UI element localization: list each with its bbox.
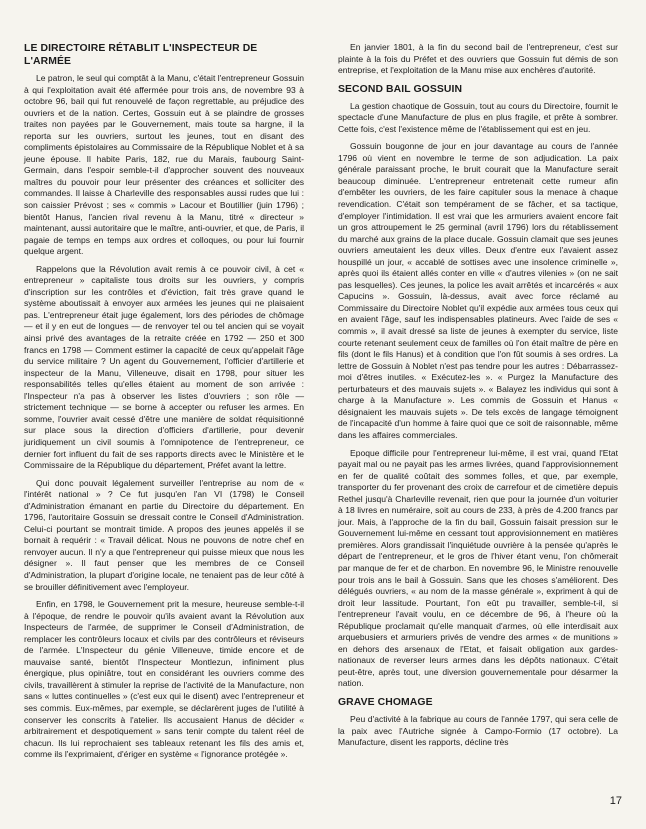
paragraph: La gestion chaotique de Gossuin, tout au cours du Directoire, fournit le spectacle d'une Manufacture de plus en plus fragile, et prête à sombrer. Cette fois, c'est l'existence même de l'établissement qui est en jeu. — [338, 100, 618, 134]
section-heading-second-bail: SECOND BAIL GOSSUIN — [338, 83, 463, 95]
section-heading-grave-chomage: GRAVE CHOMAGE — [338, 696, 433, 708]
section-heading-directoire: LE DIRECTOIRE RÉTABLIT L'INSPECTEUR DE L'ARMÉE — [24, 43, 258, 67]
left-column — [24, 42, 304, 767]
right-column — [338, 42, 618, 755]
paragraph: Le patron, le seul qui comptât à la Manu, c'était l'entrepreneur Gossuin à qui l'exploitation avait été affermée pour trois ans, de novembre 93 à octobre 96, bail qui fut renouvelé de façon regrettable, au préjudice des ouvriers et de la nation. Certes, Gossuin eut à se plaindre de grosses traites non payées par le Gouvernement, mais toute sa hargne, il la reporta sur les ouvriers, surtout les jeunes, tout en disant des compliments épistolaires au Commissaire de la République Noblet et à sa jeune épouse. Il habite Paris, 182, rue du Marais, faubourg Saint-Germain, dans l'espoir semble-t-il d'approcher souvent des nouveaux maîtres du pouvoir pour leur présenter des créances et solliciter des commandes. Il laisse à Charleville des responsables aussi rudes que lui : son caissier Prévost ; ses « commis » Lacour et Boutillier (juin 1796) ; bientôt Hanus, l'ancien rival revenu à la Manu, titré « directeur » maintenant, aussi autoritaire que le maître, anti-ouvrier, et que, de Paris, il pagaie de temps en temps aux ordres et colloques, ou pour lui fournir quelque argent. — [24, 73, 304, 257]
page-number: 17 — [609, 795, 622, 807]
paragraph: Enfin, en 1798, le Gouvernement prit la mesure, heureuse semble-t-il à l'époque, de rendre le pouvoir qu'ils avaient avant la Révolution aux Inspecteurs de l'armée, de supprimer le Conseil d'Administration, de remplacer les contrôleurs locaux et civils par des contrôleurs et réviseurs de l'armée. L'Inspecteur du génie Villeneuve, timide encore et de mauvaise santé, bientôt l'Inspecteur Montlezun, infiniment plus énergique, plus opiniâtre, tout en considérant les ouvriers comme des civils, travaillèrent à stimuler la reprise de l'activité de la Manufacture, non sans « luttes continuelles » (c'est eux qui le disent) avec l'entrepreneur et ses commis. Eux-mêmes, par exemple, se déclarèrent juges de l'utilité à conserver les conscrits à l'atelier. Ils accusaient Hanus de décider « arbitrairement et despotiquement » sans tenir compte du talent réel de chacun. Ils lui reprochaient ses tableaux retenant les fils des amis et, comme ils l'exprimaient, d'ériger en système « l'ignorance protégée ». — [24, 599, 304, 760]
paragraph: Rappelons que la Révolution avait remis à ce pouvoir civil, à cet « entrepreneur » capitaliste tous droits sur les ouvriers, y compris d'inscription sur les contrôles et d'éviction, fait très grave quand le système aboutissait à envoyer aux armées les jeunes qui ne plaisaient pas. L'entrepreneur était juge également, lors des périodes de chômage — et il y en eut de longues — de renvoyer tel ou tel ancien qui se voyait ainsi privé des avantages de la retraite créée en 1792 — 250 et 300 francs en 1798 — Comment estimer la capacité de ceux qu'appelait l'âge du service militaire ? Un agent du Gouvernement, l'officier d'artillerie et inspecteur de la Manu, Villeneuve, disait en 1798, pour situer les responsabilités telles qu'elles étaient au moment de son arrivée : l'Inspecteur n'a pas à observer les listes d'ouvriers ; son rôle — strictement technique — se borne à accepter ou refuser les armes. En somme, l'ouvrier avait cessé d'être une manière de soldat réquisitionné sur place sous la direction d'officiers d'artillerie, pour devenir juridiquement un civil soumis à l'omnipotence de l'entrepreneur, ce dernier fort influent du fait de ses rapports directs avec le Ministère et le Commissaire de la République du département, Préfet avant la lettre. — [24, 263, 304, 471]
paragraph: Qui donc pouvait légalement surveiller l'entreprise au nom de « l'intérêt national » ? Ce fut jusqu'en l'an VI (1798) le Conseil d'Administration émanant en partie du Directoire du département. En 1796, l'autoritaire Gossuin se dressait contre le Conseil d'Administration. Celui-ci pourtant se montrait timide. A propos des jeunes appelés il se bornait à requérir : « Travail délicat. Nous ne pouvons de notre chef en renvoyer aucun. Il n'y a que l'entrepreneur qui puisse mieux que nous les désigner ». Il faut penser que les membres de ce Conseil d'Administration, la plupart d'origine locale, ne tenaient pas de leur côté à se brouiller définitivement avec l'employeur. — [24, 477, 304, 592]
paragraph: Epoque difficile pour l'entrepreneur lui-même, il est vrai, quand l'Etat payait mal ou ne payait pas les armes livrées, quand l'approvisionnement en fer de qualité coûtait des sommes folles, et que, par exemple, transporter du fer provenant des croix de carrefour et de cimetière depuis Rethel jusqu'à Charleville revenait, rien que pour la journée d'un voiturier à 18 livres en numéraire, soit au cours de 233, à près de 4.200 francs par jour. Mais, à l'approche de la fin du bail, Gossuin faisait pression sur le Gouvernement lui-même en cessant tout approvisionnement en matières premières. Alors grandissait l'inquiétude ouvrière à la pensée qu'après le départ de l'entrepreneur, et le gros de l'hiver étant venu, l'on chômerait par manque de fer et de charbon. En novembre 96, le Ministre renouvelle pour trois ans le bail à Gossuin. Sans que les choses s'améliorent. Des délégués ouvriers, « au nom de la masse générale », expriment à qui de droit leur lassitude. Pourtant, l'on eût pu travailler, semble-t-il, si l'entrepreneur l'avait voulu, en ce décembre de 96, à l'heure où la République proclamait qu'elle manquait d'armes, où elle interdisait aux arquebusiers et armuriers privés de vendre des armes « de munitions » en dehors des arsenaux de l'Etat, et faisait obligation aux gardes-nationaux de reverser leurs armes dans les dépôts nationaux. C'était peut-être, après tout, une diversion gouvernementale pour désarmer la nation. — [338, 447, 618, 689]
paragraph: En janvier 1801, à la fin du second bail de l'entrepreneur, c'est sur plainte à la fois du Préfet et des ouvriers que Gossuin fut démis de son entreprise, et l'exploitation de la Manu mise aux enchères d'autorité. — [338, 42, 618, 76]
paragraph: Peu d'activité à la fabrique au cours de l'année 1797, qui sera celle de la paix avec l'Autriche signée à Campo-Formio (17 octobre). La Manufacture, disent les rapports, décline très — [338, 713, 618, 748]
paragraph: Gossuin bougonne de jour en jour davantage au cours de l'année 1796 où vient en novembre le terme de son adjudication. La paix générale paraissant proche, le bruit courait que la Manufacture serait beaucoup diminuée. L'entrepreneur entretenait cette rumeur afin d'embêter les ouvriers, de les faire capituler sous la menace à chaque revendication. C'était son tempérament de se fâcher, et sa tactique, d'employer l'intimidation. Il est vrai que les armuriers avaient encore fait un gros attroupement le 25 germinal (avril 1796) lors du rétablissement du marché aux grains de la place ducale. Gossuin clamait que ses jeunes ouvriers ameutaient les deux villes. Deux d'entre eux l'avaient assez houspillé un jour, « accablé de sottises avec une insolence criminelle », après quoi ils étaient allés conter en ville « d'autres vilenies » (on ne sait pas lesquelles). Ces jeunes, la police les avait arrêtés et incarcérés « aux Capucins ». Gossuin, là-dessus, avait avec force réclamé au Commissaire du Directoire Noblet qu'il expédie aux armées tous ceux qui en avaient l'âge, sauf les indispensables platineurs. Avec l'aide de ses « commis », il avait dressé sa liste de jeunes à exempter du service, liste courte retenant seulement ceux de familles où l'on était maître de père en fils (dont le fils Hanus) et à condition que l'on fût soumis à ses ordres. La lettre de Gossuin à Noblet n'est pas tendre pour les autres : Débarrassez-moi d'êtres inutiles. « Exécutez-les ». « Purgez la Manufacture des perturbateurs et des mauvais sujets ». « Balayez les individus qui sont à charge à la Manufacture ». Les commis de Gossuin et Hanus « désignaient les mauvais sujets ». De tels excès de langage témoignent de l'incapacité d'un homme à faire quoi que ce soit de raisonnable, même dans les affaires commerciales. — [338, 141, 618, 440]
